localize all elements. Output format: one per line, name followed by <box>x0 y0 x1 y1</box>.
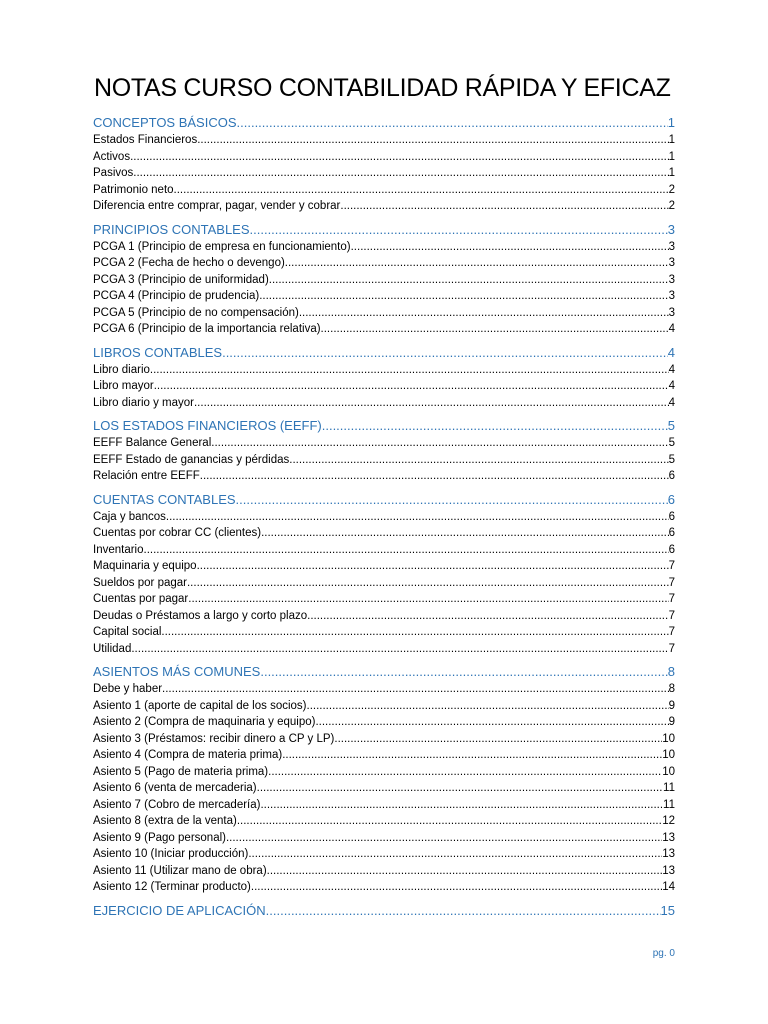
toc-entry-page-number: 3 <box>668 290 675 302</box>
toc-heading-page-number: 8 <box>667 664 675 679</box>
dot-leader <box>307 698 669 715</box>
dot-leader <box>248 846 662 863</box>
toc-entry-link[interactable] <box>93 863 675 880</box>
toc-entry-link[interactable] <box>93 714 675 731</box>
toc-heading-page-number: 4 <box>667 344 675 360</box>
toc-entry-label: Pasivos <box>93 167 134 179</box>
dot-leader <box>260 663 667 681</box>
toc-entry-page-number: 4 <box>668 323 675 335</box>
toc-heading-link[interactable] <box>93 417 675 435</box>
toc-entry-page-number: 3 <box>668 257 675 269</box>
dot-leader <box>154 378 669 395</box>
dot-leader <box>289 452 668 469</box>
dot-leader <box>307 608 668 625</box>
page-number-footer: pg. 0 <box>652 948 675 959</box>
toc-heading-label: CUENTAS CONTABLES <box>93 491 236 507</box>
toc-entry-link[interactable] <box>93 378 675 395</box>
dot-leader <box>261 525 669 542</box>
toc-heading-label: CONCEPTOS BÁSICOS <box>93 115 237 130</box>
toc-entry-label: PCGA 4 (Principio de prudencia) <box>93 290 260 302</box>
toc-entry-page-number: 7 <box>668 626 675 638</box>
toc-entry-label: Asiento 11 (Utilizar mano de obra) <box>93 864 267 877</box>
toc-entry-page-number: 11 <box>663 782 675 794</box>
toc-entry-label: Sueldos por pagar <box>93 576 187 589</box>
toc-entry-link[interactable] <box>93 239 675 256</box>
dot-leader <box>266 902 661 920</box>
toc-entry-label: Asiento 5 (Pago de materia prima) <box>93 765 269 778</box>
toc-heading-page-number: 15 <box>660 902 675 918</box>
toc-entry-label: Maquinaria y equipo <box>93 560 197 572</box>
toc-heading-label: LIBROS CONTABLES <box>93 344 223 360</box>
toc-entry-label: Caja y bancos <box>93 510 166 523</box>
toc-entry-page-number: 6 <box>668 527 675 539</box>
toc-entry-label: Inventario <box>93 543 144 556</box>
toc-entry-label: Patrimonio neto <box>93 183 174 196</box>
toc-entry-label: Utilidad <box>93 642 132 655</box>
toc-heading-label: PRINCIPIOS CONTABLES <box>93 221 250 237</box>
dot-leader <box>131 641 668 658</box>
dot-leader <box>211 435 668 452</box>
toc-entry-label: Asiento 6 (venta de mercaderia) <box>93 782 257 794</box>
toc-heading-label: LOS ESTADOS FINANCIEROS (EEFF) <box>93 418 322 433</box>
dot-leader <box>250 221 668 239</box>
toc-entry-label: PCGA 3 (Principio de uniformidad) <box>93 273 269 286</box>
dot-leader <box>268 764 662 781</box>
toc-entry-label: Estados Financieros <box>93 134 198 146</box>
toc-entry-page-number: 6 <box>668 510 675 523</box>
toc-entry-link[interactable] <box>93 698 675 715</box>
toc-section <box>93 344 675 412</box>
dot-leader <box>161 624 668 641</box>
toc-entry-page-number: 1 <box>668 134 675 146</box>
dot-leader <box>166 509 669 526</box>
toc-entry-page-number: 4 <box>668 363 675 376</box>
toc-entry-label: Cuentas por pagar <box>93 593 189 605</box>
toc-entry-label: PCGA 6 (Principio de la importancia relativa) <box>93 323 321 335</box>
toc-entry-label: EEFF Balance General <box>93 437 212 449</box>
dot-leader <box>269 272 669 289</box>
toc-entry-label: Asiento 4 (Compra de materia prima) <box>93 749 283 761</box>
toc-entry-page-number: 7 <box>668 609 675 622</box>
toc-entry-label: Cuentas por cobrar CC (clientes) <box>93 527 262 539</box>
toc-entry-link[interactable] <box>93 830 675 847</box>
dot-leader <box>351 239 669 256</box>
dot-leader <box>174 182 669 199</box>
dot-leader <box>340 198 668 215</box>
toc-entry-page-number: 12 <box>662 815 675 827</box>
dot-leader <box>285 255 669 272</box>
toc-entry-link[interactable] <box>93 542 675 559</box>
dot-leader <box>133 165 668 182</box>
dot-leader <box>315 714 668 731</box>
toc-entry-link[interactable] <box>93 731 675 748</box>
toc-entry-page-number: 2 <box>668 200 675 212</box>
dot-leader <box>299 305 669 322</box>
toc-entry-page-number: 13 <box>662 831 675 844</box>
toc-heading-link[interactable] <box>93 663 675 681</box>
toc-entry-link[interactable] <box>93 591 675 608</box>
toc-entry-link[interactable] <box>93 681 675 698</box>
dot-leader <box>259 288 668 305</box>
toc-entry-link[interactable] <box>93 641 675 658</box>
toc-entry-page-number: 1 <box>668 167 675 179</box>
toc-entry-link[interactable] <box>93 797 675 814</box>
toc-entry-label: Libro diario y mayor <box>93 396 194 409</box>
toc-entry-label: Libro diario <box>93 363 150 376</box>
toc-entry-label: EEFF Estado de ganancias y pérdidas <box>93 453 290 466</box>
toc-entry-label: Asiento 8 (extra de la venta) <box>93 815 237 827</box>
toc-entry-page-number: 4 <box>668 380 675 392</box>
toc-section <box>93 902 675 920</box>
toc-entry-label: Capital social <box>93 626 162 638</box>
toc-entry-link[interactable] <box>93 149 675 166</box>
dot-leader <box>251 879 662 896</box>
toc-entry-label: Libro mayor <box>93 380 154 392</box>
toc-entry-label: PCGA 1 (Principio de empresa en funcionamiento) <box>93 240 351 253</box>
toc-entry-label: PCGA 5 (Principio de no compensación) <box>93 306 299 319</box>
toc-entry-link[interactable] <box>93 132 675 149</box>
toc-entry-link[interactable] <box>93 182 675 199</box>
toc-heading-page-number: 5 <box>667 418 675 433</box>
dot-leader <box>257 780 663 797</box>
toc-entry-page-number: 13 <box>662 864 675 877</box>
toc-heading-link[interactable] <box>93 344 675 362</box>
toc-entry-link[interactable] <box>93 305 675 322</box>
toc-entry-link[interactable] <box>93 509 675 526</box>
toc-entry-label: Asiento 1 (aporte de capital de los socios) <box>93 699 307 712</box>
dot-leader <box>188 591 668 608</box>
page-title: NOTAS CURSO CONTABILIDAD RÁPIDA Y EFICAZ <box>94 74 671 102</box>
toc-heading-page-number: 1 <box>667 115 675 130</box>
toc-entry-page-number: 5 <box>668 437 675 449</box>
toc-entry-label: Debe y haber <box>93 683 163 695</box>
dot-leader <box>236 491 668 509</box>
toc-entry-page-number: 11 <box>663 798 675 811</box>
dot-leader <box>334 731 662 748</box>
toc-entry-label: Asiento 12 (Terminar producto) <box>93 881 251 893</box>
toc-entry-page-number: 7 <box>668 593 675 605</box>
toc-entry-page-number: 7 <box>668 576 675 589</box>
dot-leader <box>282 747 662 764</box>
toc-heading-label: EJERCICIO DE APLICACIÓN <box>93 902 266 918</box>
toc-entry-label: Asiento 7 (Cobro de mercadería) <box>93 798 261 811</box>
toc-entry-label: Asiento 3 (Préstamos: recibir dinero a CP y LP) <box>93 732 335 745</box>
toc-entry-page-number: 6 <box>668 543 675 556</box>
toc-entry-link[interactable] <box>93 558 675 575</box>
dot-leader <box>222 344 668 362</box>
dot-leader <box>200 468 669 485</box>
toc-entry-page-number: 1 <box>668 150 675 163</box>
toc-entry-label: Asiento 2 (Compra de maquinaria y equipo) <box>93 716 316 728</box>
toc-entry-page-number: 5 <box>668 453 675 466</box>
toc-entry-page-number: 7 <box>668 642 675 655</box>
dot-leader <box>194 395 669 412</box>
toc-heading-link[interactable] <box>93 902 675 920</box>
dot-leader <box>150 362 669 379</box>
toc-entry-page-number: 3 <box>668 240 675 253</box>
toc-entry-page-number: 2 <box>668 183 675 196</box>
toc-entry-page-number: 3 <box>668 306 675 319</box>
toc-entry-link[interactable] <box>93 813 675 830</box>
toc-entry-label: Asiento 10 (Iniciar producción) <box>93 848 249 860</box>
dot-leader <box>226 830 662 847</box>
toc-section <box>93 114 675 215</box>
toc-entry-link[interactable] <box>93 575 675 592</box>
toc-entry-link[interactable] <box>93 362 675 379</box>
toc-entry-page-number: 8 <box>668 683 675 695</box>
toc-entry-label: Relación entre EEFF <box>93 470 200 482</box>
toc-entry-label: PCGA 2 (Fecha de hecho o devengo) <box>93 257 285 269</box>
toc-entry-link[interactable] <box>93 846 675 863</box>
dot-leader <box>267 863 663 880</box>
toc-entry-page-number: 4 <box>668 396 675 409</box>
dot-leader <box>197 132 668 149</box>
toc-entry-page-number: 14 <box>662 881 675 893</box>
dot-leader <box>321 321 669 338</box>
dot-leader <box>237 114 668 132</box>
toc-entry-link[interactable] <box>93 272 675 289</box>
toc-entry-page-number: 9 <box>668 699 675 712</box>
toc-heading-page-number: 6 <box>667 491 675 507</box>
toc-entry-link[interactable] <box>93 435 675 452</box>
toc-entry-page-number: 10 <box>662 765 675 778</box>
toc-entry-link[interactable] <box>93 879 675 896</box>
toc-entry-link[interactable] <box>93 780 675 797</box>
toc-entry-link[interactable] <box>93 747 675 764</box>
toc-entry-label: Diferencia entre comprar, pagar, vender y cobrar <box>93 200 341 212</box>
toc-section <box>93 491 675 658</box>
toc-entry-link[interactable] <box>93 525 675 542</box>
toc-entry-link[interactable] <box>93 608 675 625</box>
dot-leader <box>260 797 663 814</box>
toc-section <box>93 221 675 338</box>
toc-entry-link[interactable] <box>93 452 675 469</box>
toc-entry-label: Asiento 9 (Pago personal) <box>93 831 226 844</box>
toc-entry-label: Activos <box>93 150 131 163</box>
toc-entry-link[interactable] <box>93 165 675 182</box>
dot-leader <box>130 149 669 166</box>
toc-entry-link[interactable] <box>93 624 675 641</box>
dot-leader <box>322 417 668 435</box>
dot-leader <box>237 813 662 830</box>
toc-heading-label: ASIENTOS MÁS COMUNES <box>93 664 261 679</box>
dot-leader <box>187 575 669 592</box>
toc-entry-page-number: 10 <box>662 749 675 761</box>
toc-entry-page-number: 6 <box>668 470 675 482</box>
toc-section <box>93 417 675 485</box>
toc-heading-link[interactable] <box>93 221 675 239</box>
dot-leader <box>197 558 669 575</box>
toc-heading-link[interactable] <box>93 114 675 132</box>
toc-entry-page-number: 3 <box>668 273 675 286</box>
dot-leader <box>162 681 669 698</box>
toc-entry-link[interactable] <box>93 395 675 412</box>
toc-entry-link[interactable] <box>93 198 675 215</box>
toc-entry-page-number: 13 <box>662 848 675 860</box>
toc-entry-link[interactable] <box>93 764 675 781</box>
toc-entry-link[interactable] <box>93 321 675 338</box>
toc-entry-page-number: 7 <box>668 560 675 572</box>
table-of-contents <box>93 114 675 920</box>
toc-heading-page-number: 3 <box>667 221 675 237</box>
toc-heading-link[interactable] <box>93 491 675 509</box>
toc-entry-link[interactable] <box>93 468 675 485</box>
toc-entry-link[interactable] <box>93 288 675 305</box>
toc-entry-page-number: 9 <box>668 716 675 728</box>
toc-section <box>93 663 675 896</box>
toc-entry-link[interactable] <box>93 255 675 272</box>
toc-entry-page-number: 10 <box>662 732 675 745</box>
dot-leader <box>144 542 669 559</box>
toc-entry-label: Deudas o Préstamos a largo y corto plazo <box>93 609 308 622</box>
